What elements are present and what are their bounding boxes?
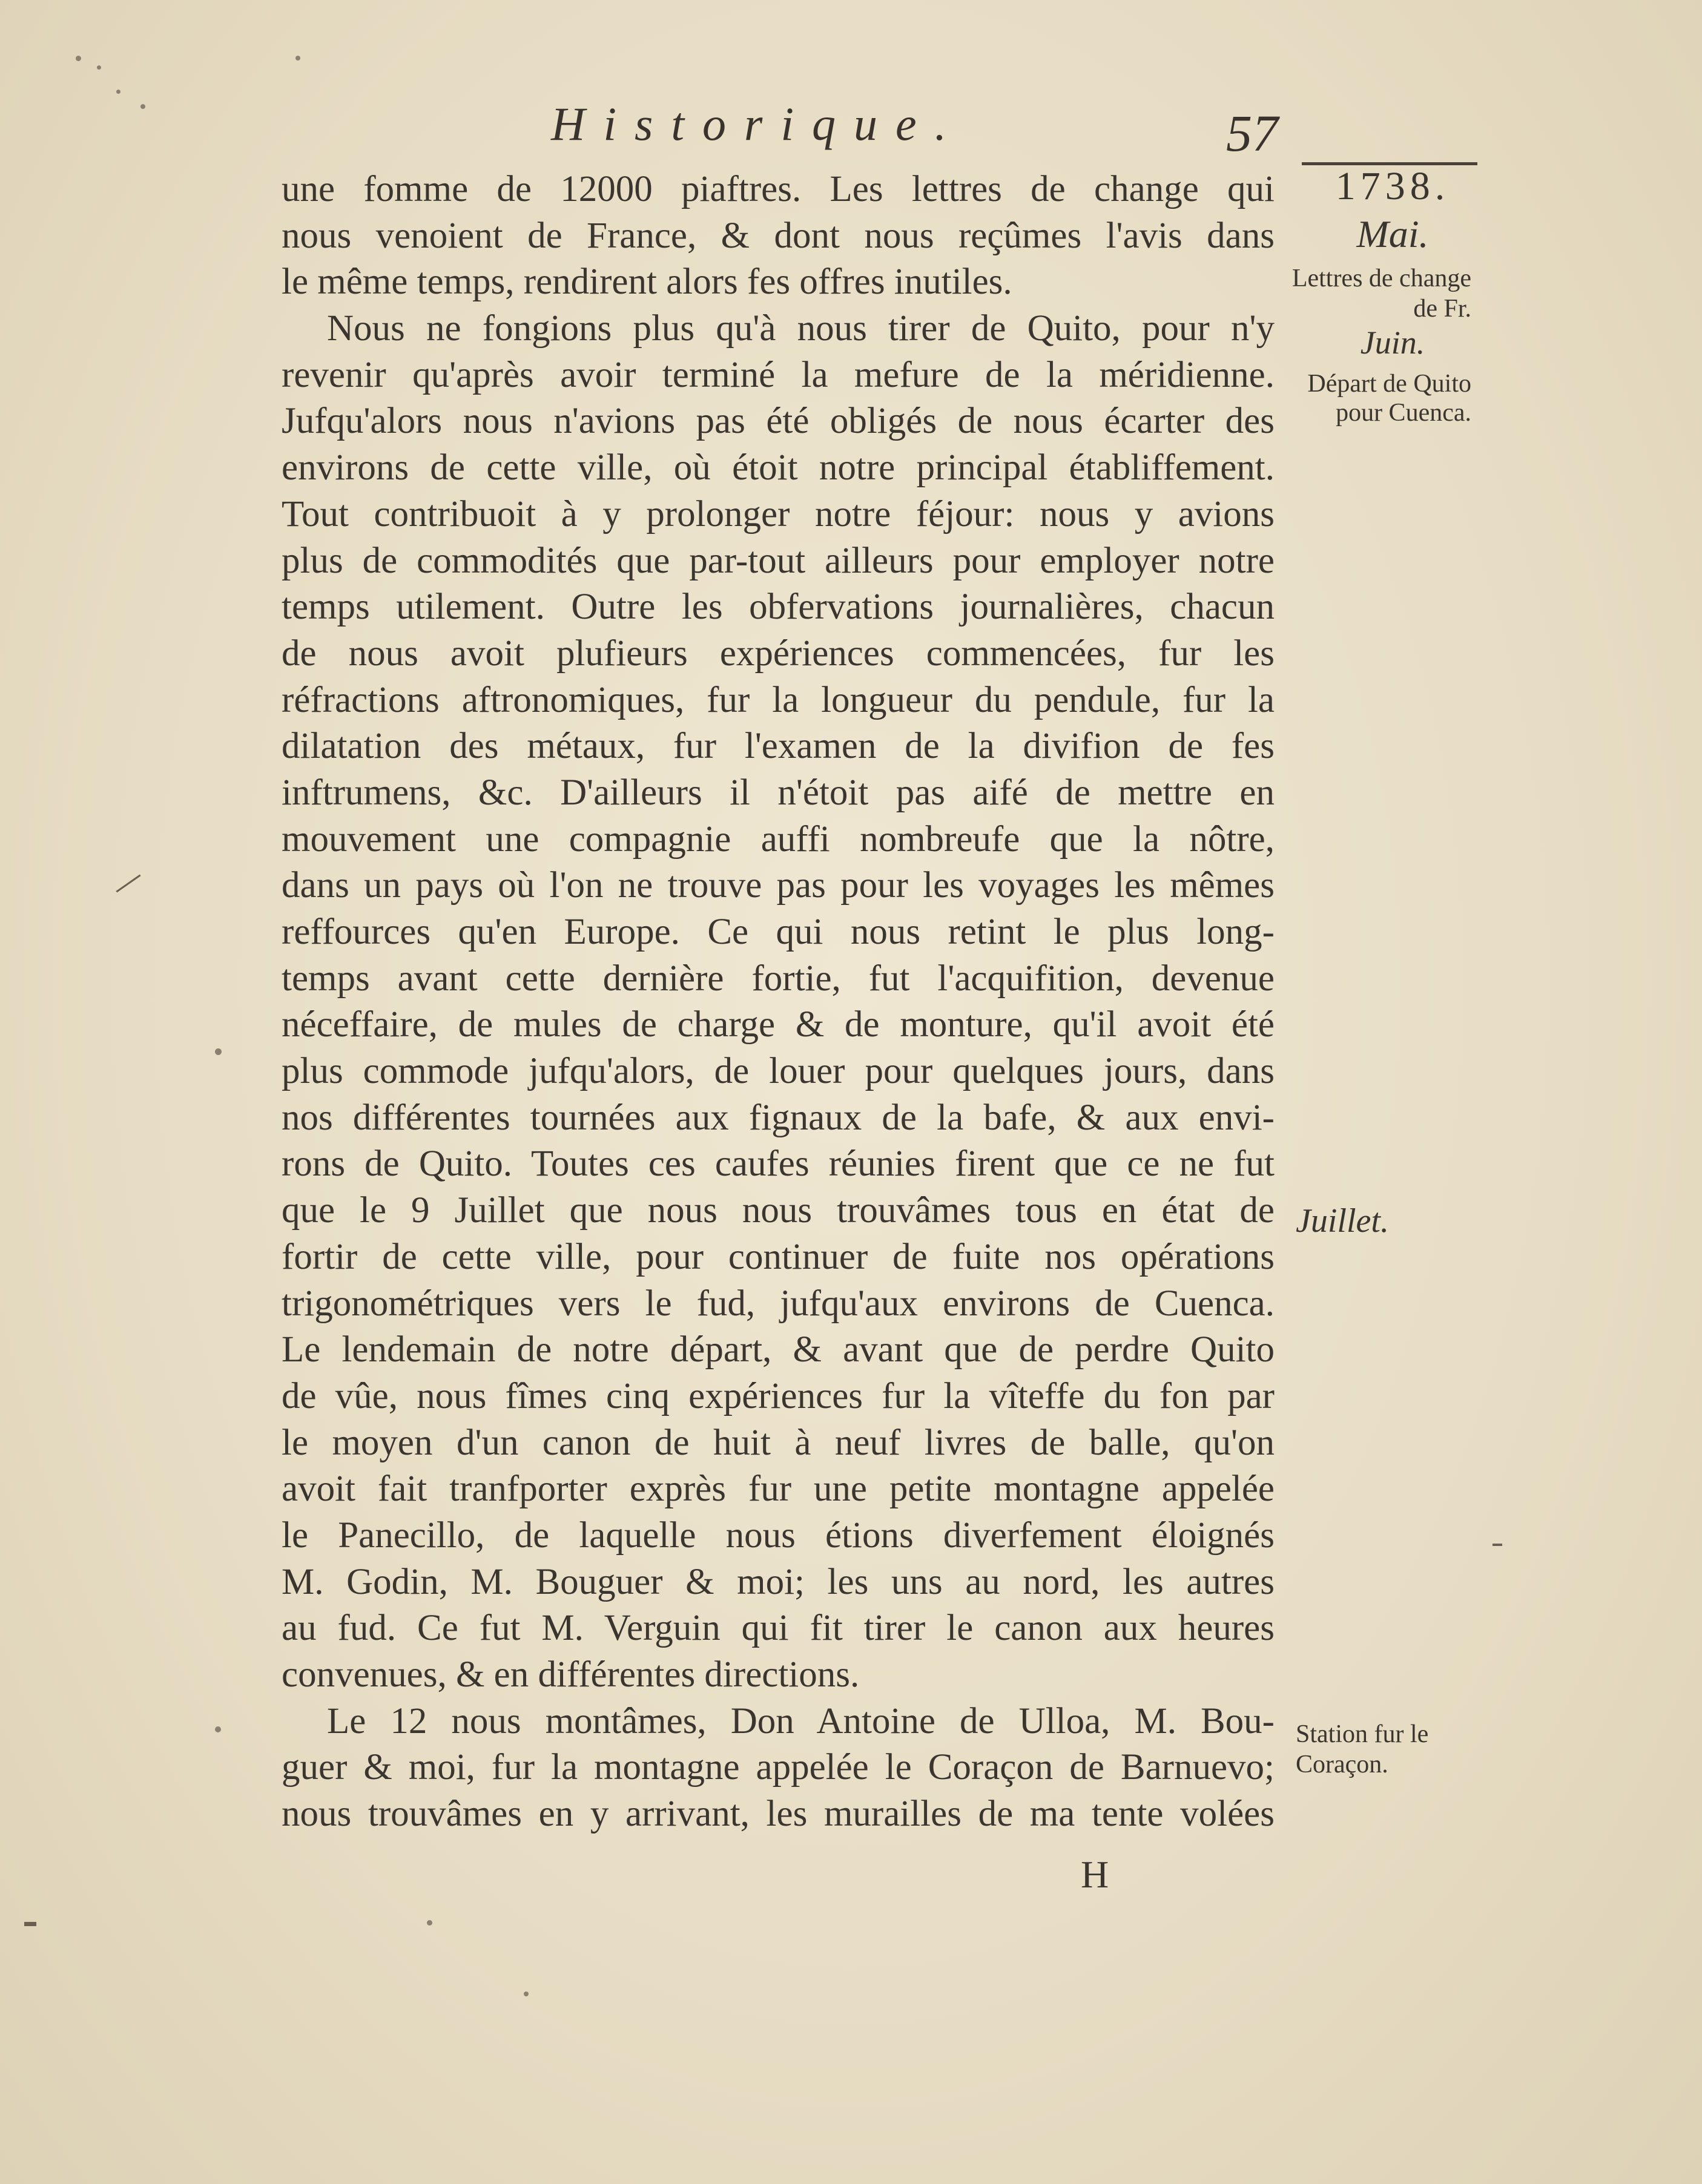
- text-line: au fud. Ce fut M. Verguin qui fit tirer le canon aux heures: [282, 1608, 1275, 1649]
- main-text-block: [282, 166, 1275, 1838]
- text-line: revenir qu'après avoir terminé la mefure de la méridienne.: [282, 354, 1275, 395]
- text-line: que le 9 Juillet que nous nous trouvâmes tous en état de: [282, 1190, 1275, 1231]
- paper-speck: [76, 56, 81, 61]
- margin-note-depart: Départ de Quito pour Cuenca.: [1307, 370, 1471, 427]
- text-line: inftrumens, &c. D'ailleurs il n'étoit pas aifé de mettre en: [282, 772, 1275, 813]
- text-line: M. Godin, M. Bouguer & moi; les uns au nord, les autres: [282, 1561, 1275, 1602]
- margin-month-juin: Juin.: [1360, 324, 1425, 361]
- signature-mark: H: [1081, 1853, 1109, 1896]
- text-line: guer & moi, fur la montagne appelée le Coraçon de Barnuevo;: [282, 1747, 1275, 1788]
- text-line: réfractions aftronomiques, fur la longueur du pendule, fur la: [282, 679, 1275, 720]
- paper-speck: [295, 56, 300, 61]
- text-line: dans un pays où l'on ne trouve pas pour les voyages les mêmes: [282, 865, 1275, 906]
- text-line: Le lendemain de notre départ, & avant que de perdre Quito: [282, 1329, 1275, 1370]
- text-line: le même temps, rendirent alors fes offres inutiles.: [282, 261, 1012, 303]
- text-line: nous trouvâmes en y arrivant, les murailles de ma tente volées: [282, 1794, 1275, 1835]
- running-title: Historique.: [551, 97, 965, 150]
- paper-speck: [97, 65, 101, 70]
- text-line: avoit fait tranfporter exprès fur une petite montagne appelée: [282, 1469, 1275, 1510]
- margin-note-station: Station fur le Coraçon.: [1296, 1720, 1429, 1778]
- margin-month-mai: Mai.: [1356, 212, 1429, 255]
- paper-speck: [140, 104, 145, 109]
- paper-mark: [116, 875, 140, 893]
- text-line: trigonométriques vers le fud, jufqu'aux environs de Cuenca.: [282, 1283, 1275, 1324]
- text-line: convenues, & en différentes directions.: [282, 1654, 860, 1695]
- margin-month-juillet: Juillet.: [1296, 1202, 1389, 1240]
- paper-mark: [1493, 1544, 1502, 1546]
- text-line: Jufqu'alors nous n'avions pas été obligés de nous écarter des: [282, 401, 1275, 442]
- paper-speck: [215, 1048, 222, 1055]
- paper-speck: [524, 1992, 529, 1996]
- text-line: Le 12 nous montâmes, Don Antoine de Ulloa, M. Bou-: [327, 1700, 1275, 1742]
- text-line: plus de commodités que par-tout ailleurs pour employer notre: [282, 540, 1275, 581]
- text-line: temps avant cette dernière fortie, fut l'acquifition, devenue: [282, 958, 1275, 999]
- text-line: le Panecillo, de laquelle nous étions diverfement éloignés: [282, 1515, 1275, 1556]
- text-line: environs de cette ville, où étoit notre principal établiffement.: [282, 447, 1275, 488]
- text-line: Tout contribuoit à y prolonger notre féjour: nous y avions: [282, 493, 1275, 534]
- text-line: rons de Quito. Toutes ces caufes réunies firent que ce ne fut: [282, 1143, 1275, 1185]
- margin-year: 1738.: [1335, 164, 1450, 208]
- margin-note-lettres: Lettres de change de Fr.: [1291, 265, 1471, 323]
- paper-speck: [427, 1920, 432, 1926]
- text-line: le moyen d'un canon de huit à neuf livres de balle, qu'on: [282, 1422, 1275, 1463]
- text-line: mouvement une compagnie auffi nombreufe que la nôtre,: [282, 818, 1275, 860]
- text-line: de vûe, nous fîmes cinq expériences fur la vîteffe du fon par: [282, 1375, 1275, 1416]
- text-line: plus commode jufqu'alors, de louer pour quelques jours, dans: [282, 1051, 1275, 1092]
- text-line: une fomme de 12000 piaftres. Les lettres de change qui: [282, 169, 1275, 209]
- text-line: temps utilement. Outre les obfervations journalières, chacun: [282, 587, 1275, 628]
- paper-mark: [24, 1922, 36, 1926]
- paper-speck: [116, 90, 120, 94]
- text-line: reffources qu'en Europe. Ce qui nous retint le plus long-: [282, 912, 1275, 952]
- text-line: de nous avoit plufieurs expériences commencées, fur les: [282, 633, 1275, 674]
- text-line: dilatation des métaux, fur l'examen de la divifion de fes: [282, 726, 1275, 767]
- text-line: Nous ne fongions plus qu'à nous tirer de Quito, pour n'y: [327, 308, 1275, 349]
- text-line: fortir de cette ville, pour continuer de fuite nos opérations: [282, 1236, 1275, 1277]
- text-line: néceffaire, de mules de charge & de monture, qu'il avoit été: [282, 1004, 1275, 1045]
- paper-speck: [215, 1726, 221, 1732]
- page-number: 57: [1226, 104, 1278, 162]
- text-line: nous venoient de France, & dont nous reçûmes l'avis dans: [282, 215, 1275, 256]
- text-line: nos différentes tournées aux fignaux de la bafe, & aux envi-: [282, 1097, 1275, 1138]
